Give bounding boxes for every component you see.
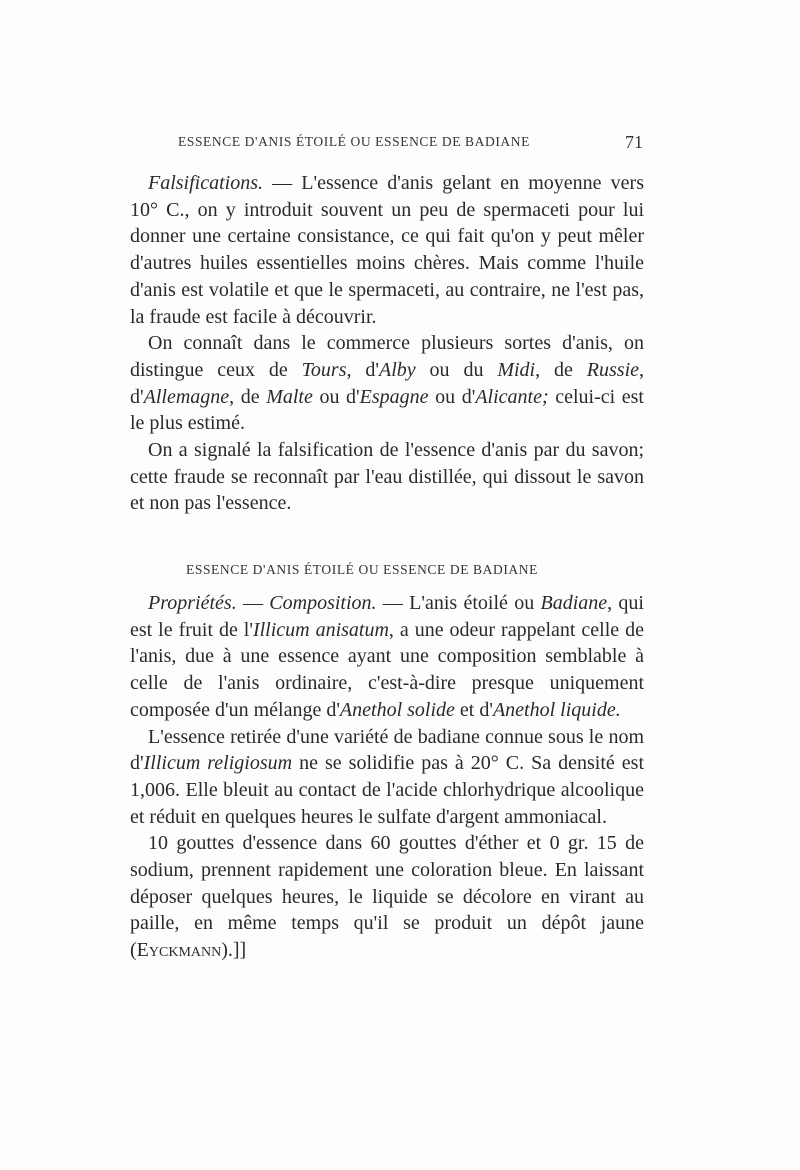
- italic-run: Espagne: [359, 385, 429, 408]
- paragraph-anis-varieties: [130, 330, 644, 437]
- text-run: ou du: [415, 358, 498, 381]
- running-head: [178, 134, 643, 156]
- text-run: 10 gouttes d'essence dans 60 gouttes d'éther et 0 gr. 15 de sodium, prennent rapidement une coloration bleue. En laissant déposer quelques heures, le liquide se décolore en virant au paille, en même temps qu'il se produit un dépôt jaune (: [130, 832, 644, 962]
- paragraph-label: Propriétés.: [148, 592, 237, 614]
- paragraph-religiosum: [130, 724, 644, 831]
- paragraph-falsifications: [130, 170, 644, 330]
- text-run: ou d': [312, 385, 360, 408]
- paragraph-properties: [130, 590, 644, 724]
- text-run: On connaît dans le commerce plusieurs sortes d'anis, on distingue ceux de: [130, 332, 644, 381]
- text-run: celui-ci est le plus estimé.: [130, 385, 644, 435]
- text-run: , a une odeur rappelant celle de l'anis, due à une essence ayant une composition semblable à celle de l'anis ordinaire, c'est-à-dire presque uniquement composée d'un mélange d': [130, 618, 644, 721]
- italic-run: Anethol solide: [339, 698, 455, 721]
- text-run: , qui est le fruit de l': [130, 592, 644, 641]
- italic-run: Tours: [301, 358, 347, 381]
- text-run: , de: [535, 358, 587, 381]
- italic-run: Alicante;: [475, 385, 549, 408]
- italic-run: Alby: [379, 358, 416, 381]
- text-run: — L'anis étoilé ou: [376, 592, 541, 614]
- italic-run: Illicum religiosum: [143, 752, 293, 775]
- paragraph-soap-falsification: [130, 437, 644, 517]
- section-heading: ESSENCE D'ANIS ÉTOILÉ OU ESSENCE DE BADIANE: [186, 562, 538, 577]
- page-number: 71: [625, 132, 643, 152]
- italic-run: Badiane: [540, 592, 608, 614]
- paragraph-label: Falsifications.: [148, 172, 263, 194]
- italic-run: Illicum anisatum: [252, 618, 389, 641]
- paragraph-text: On a signalé la falsification de l'essence d'anis par du savon; cette fraude se reconnaît par l'eau distillée, qui dissout le savon et non pas l'essence.: [130, 439, 644, 515]
- text-run: ou d': [428, 385, 476, 408]
- paragraph-text: — L'essence d'anis gelant en moyenne vers 10° C., on y introduit souvent un peu de spermaceti pour lui donner une certaine consistance, ce qui fait qu'on y peut mêler d'autres huiles essentielles moins chères. Mais comme l'huile d'anis est volatile et que le spermaceti, au contraire, ne l'est pas, la fraude est facile à découvrir.: [130, 172, 644, 328]
- text-run: ne se solidifie pas à 20° C. Sa densité est 1,006. Elle bleuit au contact de l'acide chlorhydrique alcoolique et réduit en quelques heures le sulfate d'argent ammoniacal.: [130, 752, 645, 828]
- italic-run: Russie: [586, 358, 639, 381]
- text-run: , d': [130, 358, 644, 408]
- text-run: et d': [454, 698, 493, 721]
- text-run: ).]]: [221, 939, 247, 962]
- text-run: , d': [346, 358, 379, 381]
- paragraph-label: Composition.: [269, 592, 377, 614]
- italic-run: Allemagne: [143, 385, 230, 408]
- running-head-title: ESSENCE D'ANIS ÉTOILÉ OU ESSENCE DE BADIANE: [178, 134, 530, 149]
- italic-run: Midi: [497, 358, 536, 381]
- section-falsifications: [130, 170, 644, 517]
- text-run: L'essence retirée d'une variété de badiane connue sous le nom d': [130, 725, 644, 775]
- text-run: , de: [229, 385, 267, 408]
- italic-run: Malte: [266, 385, 313, 408]
- text-run: —: [236, 592, 270, 614]
- italic-run: Anethol liquide.: [492, 698, 621, 721]
- paragraph-coloration-test: [130, 830, 644, 964]
- section-badiane: [130, 590, 644, 964]
- author-name: Eyckmann: [136, 939, 222, 962]
